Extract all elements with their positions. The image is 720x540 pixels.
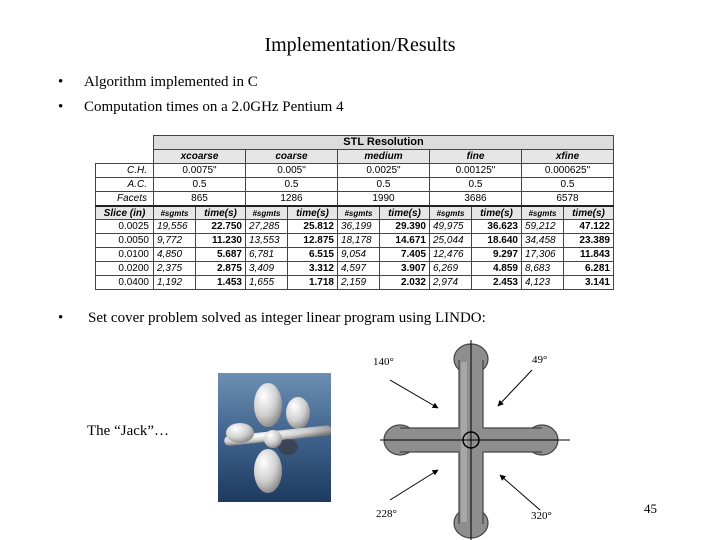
- time-cell: 23.389: [564, 234, 614, 248]
- table-row: [96, 248, 614, 262]
- table-row: [96, 262, 614, 276]
- segments-cell: 27,285: [246, 220, 288, 234]
- time-cell: 47.122: [564, 220, 614, 234]
- time-cell: 7.405: [380, 248, 430, 262]
- segments-cell: 4,850: [154, 248, 196, 262]
- stl-resolution-table: [95, 135, 614, 290]
- sgmts-header: #sgmts: [430, 206, 472, 220]
- time-cell: 9.297: [472, 248, 522, 262]
- table-row: [96, 177, 614, 191]
- jack-caption: The “Jack”…: [87, 423, 170, 439]
- table-cell: 0.5: [246, 177, 338, 191]
- segments-cell: 1,655: [246, 276, 288, 290]
- time-cell: 11.843: [564, 248, 614, 262]
- arrow-228: [390, 470, 438, 500]
- bullet-dot: •: [58, 310, 64, 326]
- sgmts-header: #sgmts: [154, 206, 196, 220]
- table-row: [96, 163, 614, 177]
- time-cell: 6.515: [288, 248, 338, 262]
- segments-cell: 17,306: [522, 248, 564, 262]
- time-cell: 12.875: [288, 234, 338, 248]
- segments-cell: 6,269: [430, 262, 472, 276]
- arrow-140: [390, 380, 438, 408]
- segments-cell: 2,375: [154, 262, 196, 276]
- segments-cell: 9,054: [338, 248, 380, 262]
- resolution-header: coarse: [246, 149, 338, 163]
- bullet-dot: •: [58, 99, 64, 115]
- table-cell: 0.0075": [154, 163, 246, 177]
- angle-label-140: 140°: [373, 356, 394, 368]
- sgmts-header: #sgmts: [338, 206, 380, 220]
- time-cell: 2.875: [196, 262, 246, 276]
- jack-render-image: [218, 373, 331, 502]
- table-title: STL Resolution: [154, 136, 614, 150]
- angle-label-228: 228°: [376, 508, 397, 520]
- time-cell: 14.671: [380, 234, 430, 248]
- slice-size-cell: 0.0400: [96, 276, 154, 290]
- slide-title: Implementation/Results: [264, 34, 456, 56]
- sgmts-header: #sgmts: [522, 206, 564, 220]
- table-row: [96, 276, 614, 290]
- table-cell: 0.00125": [430, 163, 522, 177]
- segments-cell: 13,553: [246, 234, 288, 248]
- time-cell: 29.390: [380, 220, 430, 234]
- slice-size-cell: 0.0100: [96, 248, 154, 262]
- time-cell: 4.859: [472, 262, 522, 276]
- time-cell: 2.032: [380, 276, 430, 290]
- segments-cell: 1,192: [154, 276, 196, 290]
- time-cell: 2.453: [472, 276, 522, 290]
- time-header: time(s): [472, 206, 522, 220]
- resolution-header: fine: [430, 149, 522, 163]
- segments-cell: 12,476: [430, 248, 472, 262]
- angle-label-49: 49°: [532, 354, 548, 366]
- table-cell: 1990: [338, 191, 430, 205]
- table-cell: 0.005": [246, 163, 338, 177]
- segments-cell: 6,781: [246, 248, 288, 262]
- row-label: C.H.: [96, 163, 154, 177]
- segments-cell: 18,178: [338, 234, 380, 248]
- time-cell: 18.640: [472, 234, 522, 248]
- slice-size-cell: 0.0050: [96, 234, 154, 248]
- table-cell: 865: [154, 191, 246, 205]
- bullet-text: Set cover problem solved as integer linear program using LINDO:: [88, 310, 486, 326]
- row-label: A.C.: [96, 177, 154, 191]
- time-header: time(s): [380, 206, 430, 220]
- page-number: 45: [644, 501, 657, 516]
- table-cell: 3686: [430, 191, 522, 205]
- table-row: [96, 191, 614, 205]
- time-cell: 3.312: [288, 262, 338, 276]
- table-cell: 0.000625": [522, 163, 614, 177]
- time-cell: 1.718: [288, 276, 338, 290]
- table-row: [96, 220, 614, 234]
- slice-header: Slice (in): [96, 206, 154, 220]
- resolution-header: xcoarse: [154, 149, 246, 163]
- table-row: [96, 234, 614, 248]
- time-cell: 11.230: [196, 234, 246, 248]
- time-header: time(s): [288, 206, 338, 220]
- segments-cell: 2,159: [338, 276, 380, 290]
- time-cell: 5.687: [196, 248, 246, 262]
- table-cell: 0.5: [522, 177, 614, 191]
- table-cell: 0.5: [430, 177, 522, 191]
- segments-cell: 49,975: [430, 220, 472, 234]
- bullet-text: Computation times on a 2.0GHz Pentium 4: [84, 99, 344, 115]
- slice-size-cell: 0.0200: [96, 262, 154, 276]
- segments-cell: 36,199: [338, 220, 380, 234]
- resolution-header: medium: [338, 149, 430, 163]
- meta-rows: [96, 163, 614, 205]
- data-rows: [96, 220, 614, 290]
- segments-cell: 3,409: [246, 262, 288, 276]
- table-cell: 0.5: [154, 177, 246, 191]
- segments-cell: 2,974: [430, 276, 472, 290]
- time-cell: 25.812: [288, 220, 338, 234]
- segments-cell: 9,772: [154, 234, 196, 248]
- resolution-header: xfine: [522, 149, 614, 163]
- segments-cell: 34,458: [522, 234, 564, 248]
- angle-label-320: 320°: [531, 510, 552, 522]
- table-cell: 6578: [522, 191, 614, 205]
- segments-cell: 25,044: [430, 234, 472, 248]
- table-cell: 0.0025": [338, 163, 430, 177]
- time-cell: 3.907: [380, 262, 430, 276]
- column-header-row: [96, 206, 614, 220]
- sgmts-header: #sgmts: [246, 206, 288, 220]
- bullet-dot: •: [58, 74, 64, 90]
- segments-cell: 19,556: [154, 220, 196, 234]
- segments-cell: 8,683: [522, 262, 564, 276]
- time-cell: 1.453: [196, 276, 246, 290]
- bullet-text: Algorithm implemented in C: [84, 74, 258, 90]
- row-label: Facets: [96, 191, 154, 205]
- time-cell: 6.281: [564, 262, 614, 276]
- segments-cell: 4,123: [522, 276, 564, 290]
- time-header: time(s): [196, 206, 246, 220]
- arrow-320: [500, 475, 540, 510]
- table-cell: 0.5: [338, 177, 430, 191]
- slice-size-cell: 0.0025: [96, 220, 154, 234]
- table-cell: 1286: [246, 191, 338, 205]
- segments-cell: 4,597: [338, 262, 380, 276]
- time-cell: 3.141: [564, 276, 614, 290]
- segments-cell: 59,212: [522, 220, 564, 234]
- time-cell: 22.750: [196, 220, 246, 234]
- time-header: time(s): [564, 206, 614, 220]
- time-cell: 36.623: [472, 220, 522, 234]
- arrow-49: [498, 370, 532, 406]
